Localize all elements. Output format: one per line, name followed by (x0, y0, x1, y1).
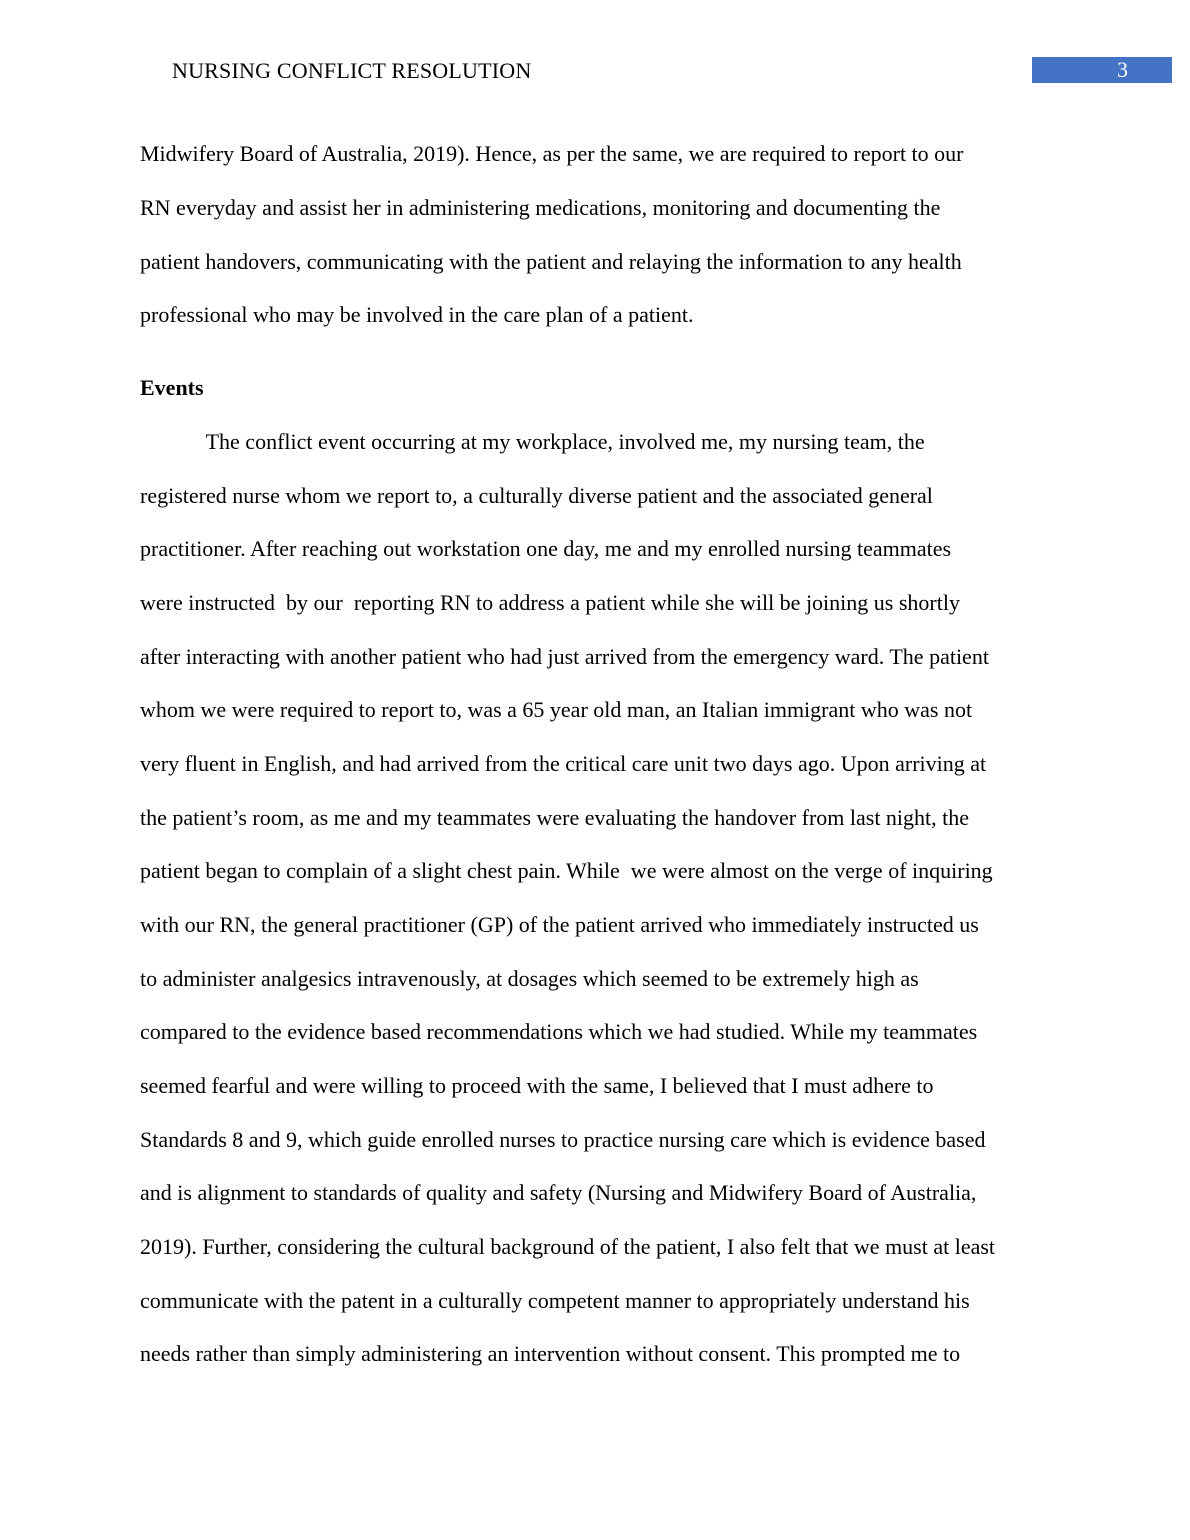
paragraph-line: registered nurse whom we report to, a culturally diverse patient and the associated general (140, 483, 933, 508)
section-heading-events: Events (140, 375, 204, 400)
paragraph-line: The conflict event occurring at my workplace, involved me, my nursing team, the (140, 429, 925, 454)
paragraph-line: very fluent in English, and had arrived from the critical care unit two days ago. Upon arriving at (140, 751, 987, 776)
paragraph-line: to administer analgesics intravenously, at dosages which seemed to be extremely high as (140, 966, 919, 991)
paragraph-line: after interacting with another patient who had just arrived from the emergency ward. The patient (140, 644, 989, 669)
paragraph-line: compared to the evidence based recommendations which we had studied. While my teammates (140, 1019, 978, 1044)
paragraph-line: Standards 8 and 9, which guide enrolled nurses to practice nursing care which is evidence based (140, 1127, 986, 1152)
paragraph-line: patient handovers, communicating with the patient and relaying the information to any health (140, 249, 962, 274)
paragraph-line: were instructed by our reporting RN to address a patient while she will be joining us shortly (140, 590, 960, 615)
paragraph-line: with our RN, the general practitioner (GP) of the patient arrived who immediately instructed us (140, 912, 979, 937)
paragraph-line: seemed fearful and were willing to proceed with the same, I believed that I must adhere to (140, 1073, 934, 1098)
paragraph-line: patient began to complain of a slight chest pain. While we were almost on the verge of inquiring (140, 858, 993, 883)
paragraph-line: 2019). Further, considering the cultural background of the patient, I also felt that we must at least (140, 1234, 996, 1259)
page-number-box (1032, 57, 1172, 83)
paragraph-line: the patient’s room, as me and my teammates were evaluating the handover from last night, the (140, 805, 970, 830)
page-number: 3 (1117, 57, 1128, 82)
paragraph-line: professional who may be involved in the care plan of a patient. (140, 302, 694, 327)
running-head: NURSING CONFLICT RESOLUTION (172, 58, 532, 83)
paragraph-line: Midwifery Board of Australia, 2019). Hence, as per the same, we are required to report to our (140, 141, 964, 166)
paragraph-line: and is alignment to standards of quality and safety (Nursing and Midwifery Board of Australia, (140, 1180, 977, 1205)
paragraph-line: needs rather than simply administering an intervention without consent. This prompted me to (140, 1341, 961, 1366)
paragraph-line: whom we were required to report to, was a 65 year old man, an Italian immigrant who was not (140, 697, 973, 722)
paragraph-line: practitioner. After reaching out workstation one day, me and my enrolled nursing teammates (140, 536, 952, 561)
paragraph-line: communicate with the patent in a culturally competent manner to appropriately understand his (140, 1288, 970, 1313)
paragraph-line: RN everyday and assist her in administering medications, monitoring and documenting the (140, 195, 941, 220)
